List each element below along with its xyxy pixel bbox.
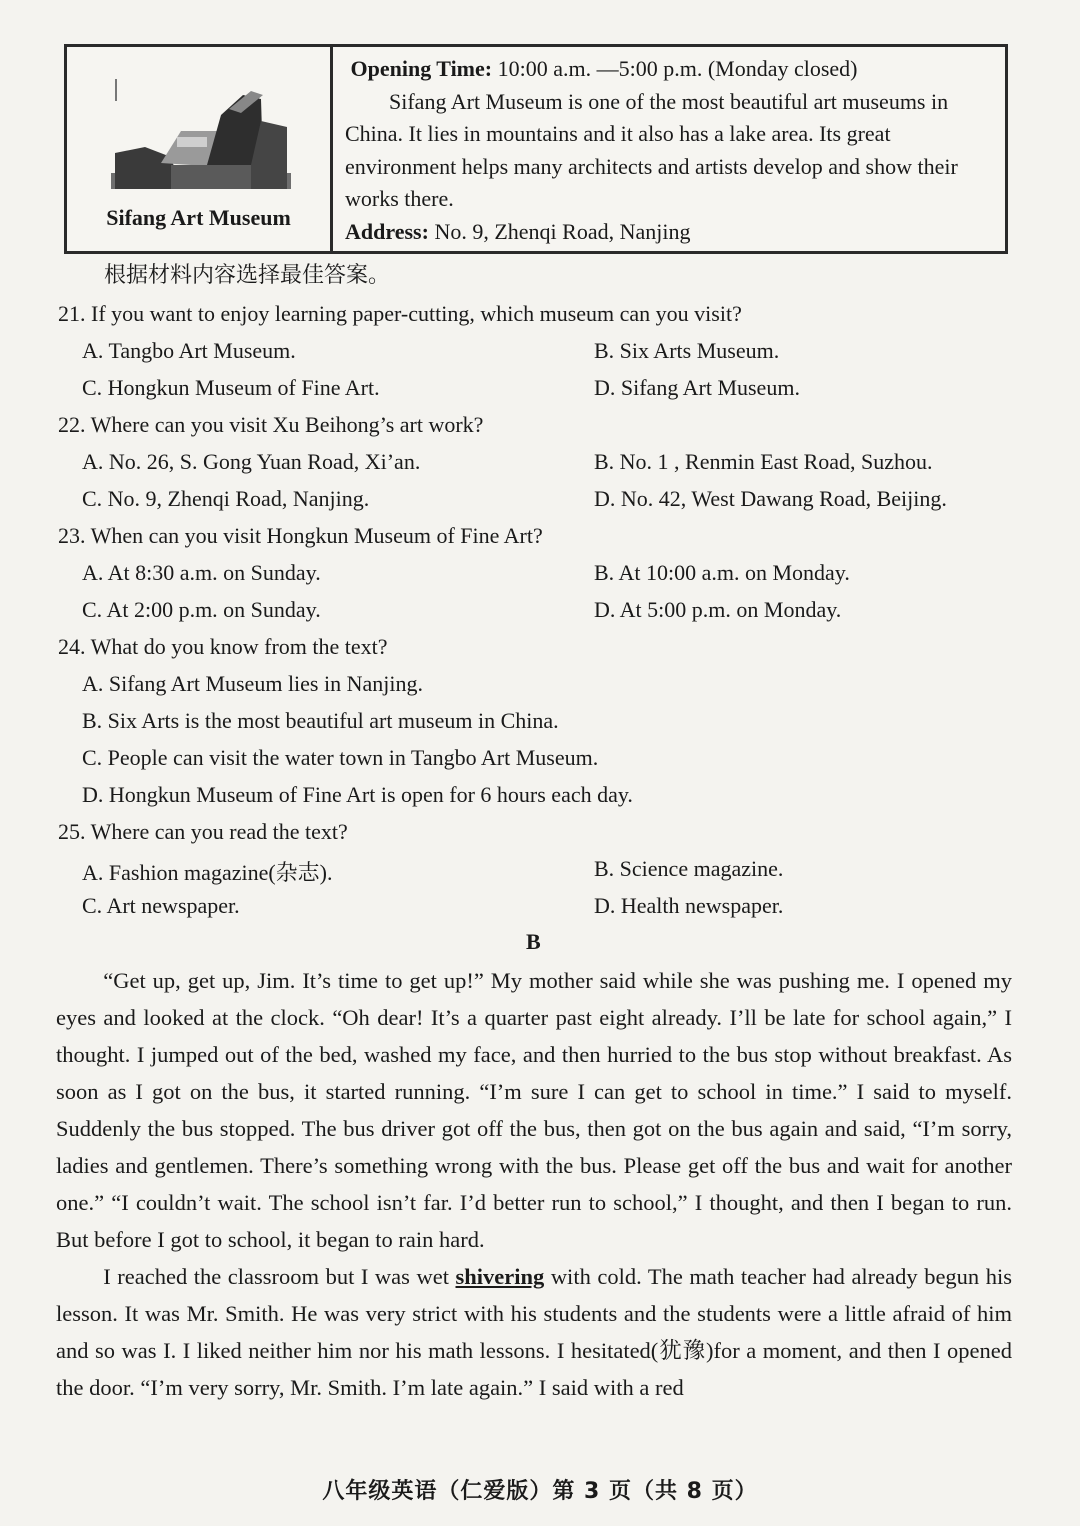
page-footer: 八年级英语（仁爱版）第 3 页（共 8 页） [322,1479,758,1504]
museum-details [333,47,1005,251]
option-25d: D. Health newspaper. [594,893,784,918]
option-21c: C. Hongkun Museum of Fine Art. [82,375,380,400]
opening-time-value: 10:00 a.m. —5:00 p.m. (Monday closed) [492,56,858,81]
option-21b: B. Six Arts Museum. [594,338,780,363]
museum-image-cell [67,47,333,251]
option-24a: A. Sifang Art Museum lies in Nanjing. [82,671,423,696]
question-21: 21. If you want to enjoy learning paper-cutting, which museum can you visit? [58,301,742,326]
passage-paragraph-1: “Get up, get up, Jim. It’s time to get up!” My mother said while she was pushing me. I opened my eyes and looked at the clock. “Oh dear! It’s a quarter past eight already. I’ll be late for school again,” I thought. I jumped out of the bed, washed my face, and then hurried to the bus stop without breakfast. As soon as I got on the bus, it started running. “I’m sure I can get to school in time.” I said to myself. Suddenly the bus stopped. The bus driver got off the bus, then got on the bus again and said, “I’m sorry, ladies and gentlemen. There’s something wrong with the bus. Please get off the bus and wait for another one.” “I couldn’t wait. The school isn’t far. I’d better run to school,” I thought, and then I began to run. But before I got to school, it began to rain hard. [56,968,1012,1252]
option-24c: C. People can visit the water town in Tangbo Art Museum. [82,745,599,770]
option-25c: C. Art newspaper. [82,893,240,918]
question-25: 25. Where can you read the text? [58,819,348,844]
passage-p2-end: with cold. The math teacher had already begun his lesson. It was Mr. Smith. He was very strict with his students and the students were a little afraid of him and so was I. I liked neither him nor his math lessons. I hesitated(犹豫)for a moment, and then I opened the door. “I’m very sorry, Mr. Smith. I’m late again.” I said with a red [56,1264,1012,1400]
underlined-word: shivering [455,1264,545,1289]
question-23: 23. When can you visit Hongkun Museum of Fine Art? [58,523,543,548]
address-value: No. 9, Zhenqi Road, Nanjing [428,218,691,244]
option-23c: C. At 2:00 p.m. on Sunday. [82,597,321,622]
opening-time-label: Opening Time: [350,56,493,81]
instruction-text: 根据材料内容选择最佳答案。 [104,263,391,288]
question-22: 22. Where can you visit Xu Beihong’s art work? [58,412,484,437]
option-23b: B. At 10:00 a.m. on Monday. [594,560,850,585]
address-label: Address: [345,218,429,244]
option-21a: A. Tangbo Art Museum. [82,338,296,363]
option-24b: B. Six Arts is the most beautiful art museum in China. [82,708,559,733]
address-line [345,216,993,249]
option-24d: D. Hongkun Museum of Fine Art is open for 6 hours each day. [82,782,633,807]
option-25a: A. Fashion magazine(杂志). [82,860,333,885]
option-23d: D. At 5:00 p.m. on Monday. [594,597,842,622]
passage-p2-start: I reached the classroom but I was wet [103,1264,456,1289]
option-22a: A. No. 26, S. Gong Yuan Road, Xi’an. [82,449,421,474]
option-22c: C. No. 9, Zhenqi Road, Nanjing. [82,486,370,511]
museum-caption: Sifang Art Museum [106,205,291,230]
question-24: 24. What do you know from the text? [58,634,388,659]
section-b-heading: B [526,929,541,954]
option-22b: B. No. 1 , Renmin East Road, Suzhou. [594,449,933,474]
option-22d: D. No. 42, West Dawang Road, Beijing. [594,486,947,511]
option-23a: A. At 8:30 a.m. on Sunday. [82,560,321,585]
opening-time-line [345,53,993,86]
option-25b: B. Science magazine. [594,856,784,881]
museum-description: Sifang Art Museum is one of the most beautiful art museums in China. It lies in mountains and it also has a lake area. Its great environment helps many architects and artists develop and show their works there. [345,88,958,211]
reading-passage-b [56,962,1012,1406]
option-21d: D. Sifang Art Museum. [594,375,800,400]
museum-info-table [64,44,1008,254]
passage-paragraph-2 [56,1258,1012,1406]
